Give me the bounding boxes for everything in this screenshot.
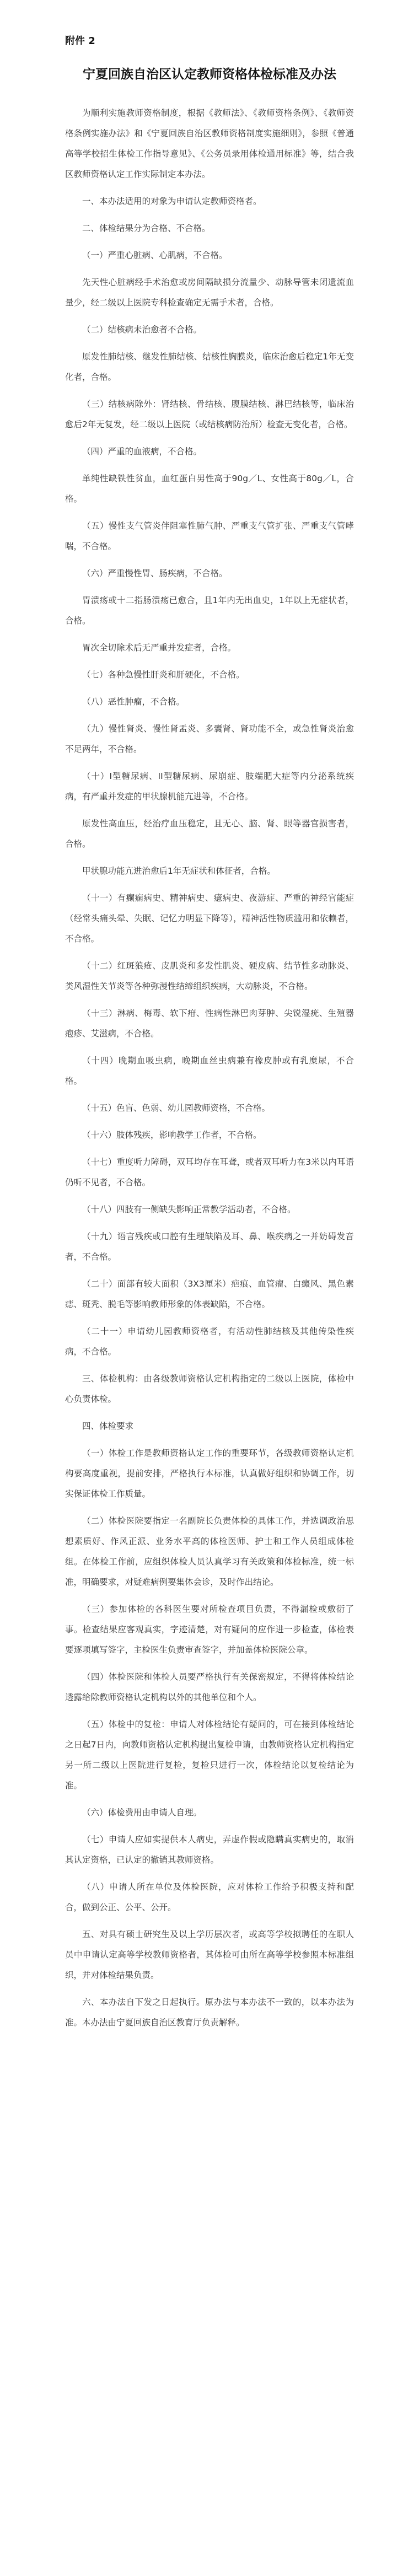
paragraph: 五、对具有硕士研究生及以上学历层次者，或高等学校拟聘任的在职人员中申请认定高等学校教师资格者，其体检可由所在高等学校参照本标准组织，并对体检结果负责。 — [65, 1929, 354, 1980]
paragraph: 二、体检结果分为合格、不合格。 — [82, 223, 211, 233]
paragraph: 单纯性缺铁性贫血，血红蛋白男性高于90g／L、女性高于80g／L，合格。 — [65, 474, 354, 504]
document-title: 宁夏回族自治区认定教师资格体检标准及办法 — [83, 67, 336, 82]
paragraph: 胃溃疡或十二指肠溃疡已愈合，且1年内无出血史，1年以上无症状者，合格。 — [65, 595, 354, 626]
paragraph: （六）体检费用由申请人自理。 — [82, 1808, 202, 1817]
paragraph: （六）严重慢性胃、肠疾病，不合格。 — [82, 568, 228, 578]
paragraph: （十二）红斑狼疮、皮肌炎和多发性肌炎、硬皮病、结节性多动脉炎、类风湿性关节炎等各种弥漫性结缔组织疾病，大动脉炎，不合格。 — [65, 961, 354, 991]
paragraph: （二十）面部有较大面积（3X3厘米）疤痕、血管瘤、白癜风、黑色素痣、斑秃、脱毛等影响教师形象的体表缺陷，不合格。 — [65, 1279, 354, 1309]
paragraph: （十六）肢体残疾，影响教学工作者，不合格。 — [82, 1130, 262, 1140]
paragraph: 为顺利实施教师资格制度，根据《教师法》、《教师资格条例》、《教师资格条例实施办法》和《宁夏回族自治区教师资格制度实施细则》，参照《普通高等学校招生体检工作指导意见》、《公务员录用体检通用标准》等，结合我区教师资格认定工作实际制定本办法。 — [65, 108, 354, 179]
attachment-label: 附件 2 — [65, 35, 95, 47]
paragraph: （四）体检医院和体检人员要严格执行有关保密规定，不得将体检结论透露给除教师资格认定机构以外的其他单位和个人。 — [65, 1672, 354, 1702]
paragraph: 四、体检要求 — [82, 1421, 134, 1431]
paragraph: （十）I型糖尿病、II型糖尿病、尿崩症、肢端肥大症等内分泌系统疾病，有严重并发症的甲状腺机能亢进等，不合格。 — [65, 771, 354, 802]
paragraph: （五）体检中的复检：申请人对体检结论有疑问的，可在接到体检结论之日起7日内，向教师资格认定机构提出复检申请，由教师资格认定机构指定另一所二级以上医院进行复检，复检只进行一次，体检结论以复检结论为准。 — [65, 1719, 354, 1790]
paragraph: （十五）色盲、色弱、幼儿园教师资格，不合格。 — [82, 1103, 271, 1113]
paragraph: （八）申请人所在单位及体检医院，应对体检工作给予积极支持和配合，做到公正、公平、公开。 — [65, 1882, 354, 1912]
paragraph: 一、本办法适用的对象为申请认定教师资格者。 — [82, 196, 262, 206]
paragraph: （十八）四肢有一侧缺失影响正常教学活动者，不合格。 — [82, 1204, 296, 1214]
paragraph: 原发性高血压，经治疗血压稳定，且无心、脑、肾、眼等器官损害者，合格。 — [65, 819, 354, 849]
paragraph: （五）慢性支气管炎伴阻塞性肺气肿、严重支气管扩张、严重支气管哮喘，不合格。 — [65, 521, 354, 551]
paragraph: （七）申请人应如实提供本人病史，弄虚作假或隐瞒真实病史的，取消其认定资格，已认定的撤销其教师资格。 — [65, 1835, 354, 1865]
paragraph: 三、体检机构：由各级教师资格认定机构指定的二级以上医院，体检中心负责体检。 — [65, 1374, 354, 1404]
paragraph: （十一）有癫痫病史、精神病史、癔病史、夜游症、严重的神经官能症（经常头痛头晕、失眠、记忆力明显下降等），精神活性物质滥用和依赖者，不合格。 — [65, 893, 354, 944]
paragraph: （三）结核病除外：肾结核、骨结核、腹膜结核、淋巴结核等，临床治愈后2年无复发，经二级以上医院（或结核病防治所）检查无变化者，合格。 — [65, 399, 354, 429]
paragraph: （四）严重的血液病，不合格。 — [82, 447, 202, 456]
paragraph: （二）体检医院要指定一名副院长负责体检的具体工作，并选调政治思想素质好、作风正派、业务水平高的体检医师、护士和工作人员组成体检组。在体检工作前，应组织体检人员认真学习有关政策和体检标准，统一标准，明确要求，对疑难病例要集体会诊，及时作出结论。 — [65, 1516, 354, 1587]
paragraph: 六、本办法自下发之日起执行。原办法与本办法不一致的，以本办法为准。本办法由宁夏回族自治区教育厅负责解释。 — [65, 1997, 354, 2028]
document-body — [65, 103, 354, 2033]
paragraph: （三）参加体检的各科医生要对所检查项目负责，不得漏检或敷衍了事。检查结果应客观真实，字迹清楚，对有疑问的应作进一步检查，体检表要逐项填写签字，主检医生负责审查签字，并加盖体检医院公章。 — [65, 1604, 354, 1655]
paragraph: 先天性心脏病经手术治愈或房间隔缺损分流量少、动脉导管未闭遗流血量少，经二级以上医院专科检查确定无需手术者，合格。 — [65, 277, 354, 308]
paragraph: （七）各种急慢性肝炎和肝硬化，不合格。 — [82, 670, 245, 680]
paragraph: （二）结核病未治愈者不合格。 — [82, 325, 202, 335]
paragraph: （十四）晚期血吸虫病，晚期血丝虫病兼有橡皮肿或有乳糜尿，不合格。 — [65, 1056, 354, 1086]
paragraph: 甲状腺功能亢进治愈后1年无症状和体征者，合格。 — [82, 866, 276, 876]
paragraph: （二十一）申请幼儿园教师资格者，有活动性肺结核及其他传染性疾病，不合格。 — [65, 1326, 354, 1357]
paragraph: （一）严重心脏病、心肌病，不合格。 — [82, 250, 228, 260]
paragraph: （十九）语言残疾或口腔有生理缺陷及耳、鼻、喉疾病之一并妨碍发音者，不合格。 — [65, 1231, 354, 1262]
paragraph: （十七）重度听力障碍，双耳均存在耳聋，或者双耳听力在3米以内耳语仍听不见者，不合格。 — [65, 1157, 354, 1187]
paragraph: （一）体检工作是教师资格认定工作的重要环节，各级教师资格认定机构要高度重视，提前安排，严格执行本标准，认真做好组织和协调工作，切实保证体检工作质量。 — [65, 1448, 354, 1499]
paragraph: （九）慢性肾炎、慢性肾盂炎、多囊肾、肾功能不全，或急性肾炎治愈不足两年，不合格。 — [65, 724, 354, 754]
paragraph: 原发性肺结核、继发性肺结核、结核性胸膜炎，临床治愈后稳定1年无变化者，合格。 — [65, 352, 354, 382]
paragraph: 胃次全切除术后无严重并发症者，合格。 — [82, 643, 237, 653]
paragraph: （十三）淋病、梅毒、软下疳、性病性淋巴肉芽肿、尖锐湿疣、生殖器疱疹、艾滋病，不合格。 — [65, 1008, 354, 1039]
paragraph: （八）恶性肿瘤，不合格。 — [82, 697, 185, 707]
